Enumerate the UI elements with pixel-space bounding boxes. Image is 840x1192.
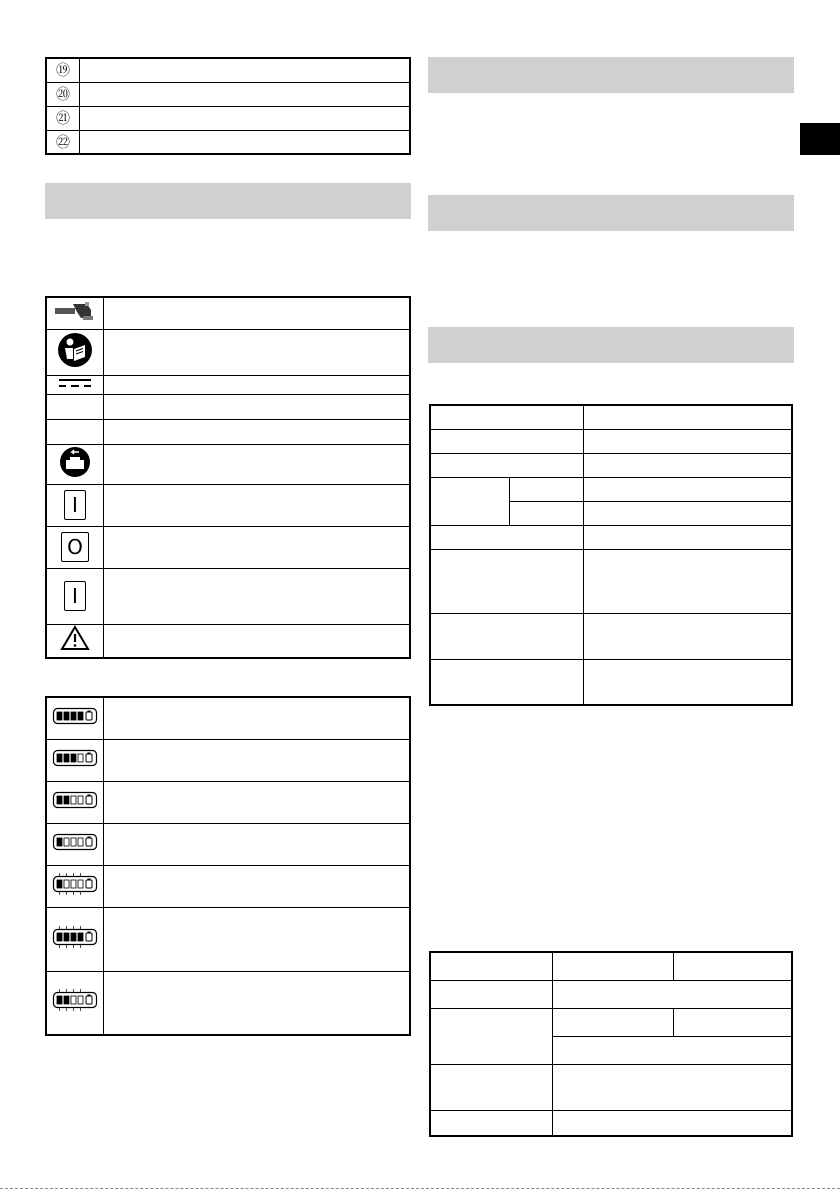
symbol-row [46,375,410,394]
battery-indicator-description [104,865,411,907]
battery-level-1-icon [46,823,104,865]
symbol-row [46,624,410,658]
battery-indicator-row [46,971,410,1035]
section-heading-2 [428,195,794,231]
part-name [80,130,411,154]
spec-row [430,659,792,705]
spec-row [430,549,792,613]
table-row [430,1008,792,1036]
part-name [80,82,411,106]
battery-indicator-row [46,865,410,907]
battery-indicator-description [104,907,411,971]
part-name [80,58,411,82]
battery-indicator-table [45,696,411,1036]
parts-list-table [45,57,411,155]
battery-indicator-row [46,781,410,823]
blank-icon [46,394,104,419]
battery-level-4-icon [46,697,104,739]
page-tab-marker [800,123,840,155]
blower-icon [46,297,104,329]
switch-on-icon: I [46,568,104,624]
battery-indicator-description [104,739,411,781]
spec-row [430,453,792,477]
spec-row [430,525,792,549]
parts-list-row [46,82,410,106]
specifications-table [429,404,793,706]
battery-level-1-blink-icon [46,865,104,907]
symbol-row [46,484,410,526]
battery-level-3-icon [46,739,104,781]
table-row [430,980,792,1008]
symbol-row [46,329,410,375]
read-manual-icon [46,329,104,375]
part-name [80,106,411,130]
battery-indicator-row [46,823,410,865]
section-heading-1 [428,57,794,93]
battery-detach-icon [46,444,104,484]
page-bottom-edge [0,1188,840,1189]
symbol-row [46,526,410,568]
spec-row [430,613,792,659]
table-row [430,952,792,980]
symbol-row [46,297,410,329]
switch-off-icon: O [46,526,104,568]
parts-list-row [46,130,410,154]
section-heading-3 [428,327,794,363]
battery-alternate-blink-icon [46,971,104,1035]
symbol-row [46,444,410,484]
battery-indicator-row [46,739,410,781]
symbol-row [46,568,410,624]
battery-indicator-description [104,781,411,823]
part-number: ⑳ [46,82,80,106]
battery-level-2-icon [46,781,104,823]
blank-icon [46,419,104,444]
dc-current-icon [46,375,104,394]
parts-list-row [46,106,410,130]
switch-on-icon: I [46,484,104,526]
section-heading-symbols [45,183,411,219]
battery-indicator-description [104,697,411,739]
battery-charger-table [429,951,793,1137]
parts-list-row [46,58,410,82]
table-row [430,1064,792,1110]
spec-row [430,429,792,453]
battery-indicator-row [46,697,410,739]
symbol-row [46,394,410,419]
spec-row [430,405,792,429]
battery-indicator-row [46,907,410,971]
table-row [430,1110,792,1136]
symbols-table [45,296,411,659]
symbol-row [46,419,410,444]
battery-indicator-description [104,971,411,1035]
warning-icon [46,624,104,658]
part-number: ㉑ [46,106,80,130]
part-number: ⑲ [46,58,80,82]
battery-indicator-description [104,823,411,865]
part-number: ㉒ [46,130,80,154]
battery-all-blink-icon [46,907,104,971]
spec-row [430,477,792,501]
